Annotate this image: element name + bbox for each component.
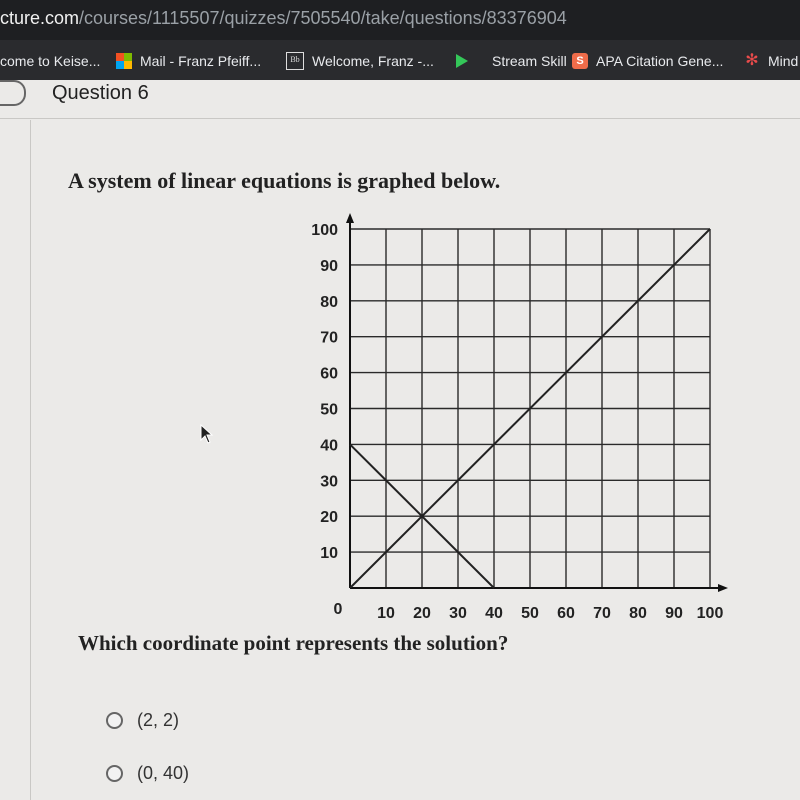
x-tick-label: 20 <box>413 605 431 622</box>
bookmark-mind[interactable] <box>744 50 798 72</box>
y-tick-label: 10 <box>320 545 338 563</box>
mind-icon: ✻ <box>745 52 759 69</box>
y-tick-label: 70 <box>320 329 338 347</box>
option-label: (0, 40) <box>137 763 190 783</box>
question-prompt: A system of linear equations is graphed below. <box>68 168 501 193</box>
question-ask: Which coordinate point represents the solution? <box>78 631 509 655</box>
x-tick-label: 10 <box>377 605 395 622</box>
x-tick-label: 90 <box>665 605 683 622</box>
y-tick-label: 20 <box>320 509 338 527</box>
answer-option-1[interactable] <box>106 710 179 731</box>
apa-icon: S <box>572 53 588 69</box>
x-tick-label: 80 <box>629 605 647 622</box>
x-tick-label: 60 <box>557 605 575 622</box>
question-title: Question 6 <box>52 82 149 104</box>
play-icon <box>456 54 484 68</box>
linear-system-graph <box>290 212 750 627</box>
option-label: (2, 2) <box>137 710 180 730</box>
bookmark-stream-skill[interactable] <box>456 50 567 72</box>
question-header <box>0 80 800 119</box>
bookmark-keiser[interactable] <box>0 50 100 72</box>
x-tick-label: 40 <box>485 605 503 622</box>
mouse-cursor-icon <box>200 424 214 444</box>
browser-address-bar[interactable] <box>0 0 800 40</box>
bookmark-label: Stream Skill <box>492 53 567 69</box>
bookmark-mail[interactable] <box>116 50 261 72</box>
y-tick-label: 100 <box>311 222 338 239</box>
quiz-page <box>0 80 800 800</box>
url-text[interactable]: cture.com/courses/1115507/quizzes/7505540/take/questions/83376904 <box>0 8 567 28</box>
x-axis-arrow <box>718 584 728 592</box>
x-tick-label: 50 <box>521 605 539 622</box>
collapse-nav-button[interactable] <box>0 80 26 106</box>
bookmark-label: APA Citation Gene... <box>596 53 724 69</box>
bookmark-label: Mail - Franz Pfeiff... <box>140 53 262 69</box>
y-tick-label: 80 <box>320 293 338 311</box>
y-tick-label: 60 <box>320 365 338 383</box>
blackboard-icon: Bb <box>286 52 304 70</box>
radio-button[interactable] <box>106 765 123 782</box>
y-axis-arrow <box>346 213 354 223</box>
bookmark-apa[interactable] <box>572 50 723 72</box>
bookmark-label: come to Keise... <box>0 53 101 69</box>
x-tick-label: 0 <box>333 601 343 618</box>
y-tick-label: 90 <box>320 257 338 275</box>
radio-button[interactable] <box>106 712 123 729</box>
y-tick-label: 50 <box>320 401 338 419</box>
microsoft-icon <box>116 53 132 69</box>
y-tick-label: 30 <box>320 473 338 491</box>
divider <box>30 120 31 800</box>
x-tick-label: 70 <box>593 605 611 622</box>
bookmark-blackboard[interactable] <box>286 50 434 72</box>
x-tick-label: 30 <box>449 605 467 622</box>
x-tick-label: 100 <box>696 605 724 622</box>
bookmark-label: Welcome, Franz -... <box>312 53 434 69</box>
answer-option-2[interactable] <box>106 763 189 784</box>
bookmark-label: Mind <box>768 53 799 69</box>
bookmarks-bar <box>0 40 800 80</box>
y-tick-label: 40 <box>320 437 338 455</box>
